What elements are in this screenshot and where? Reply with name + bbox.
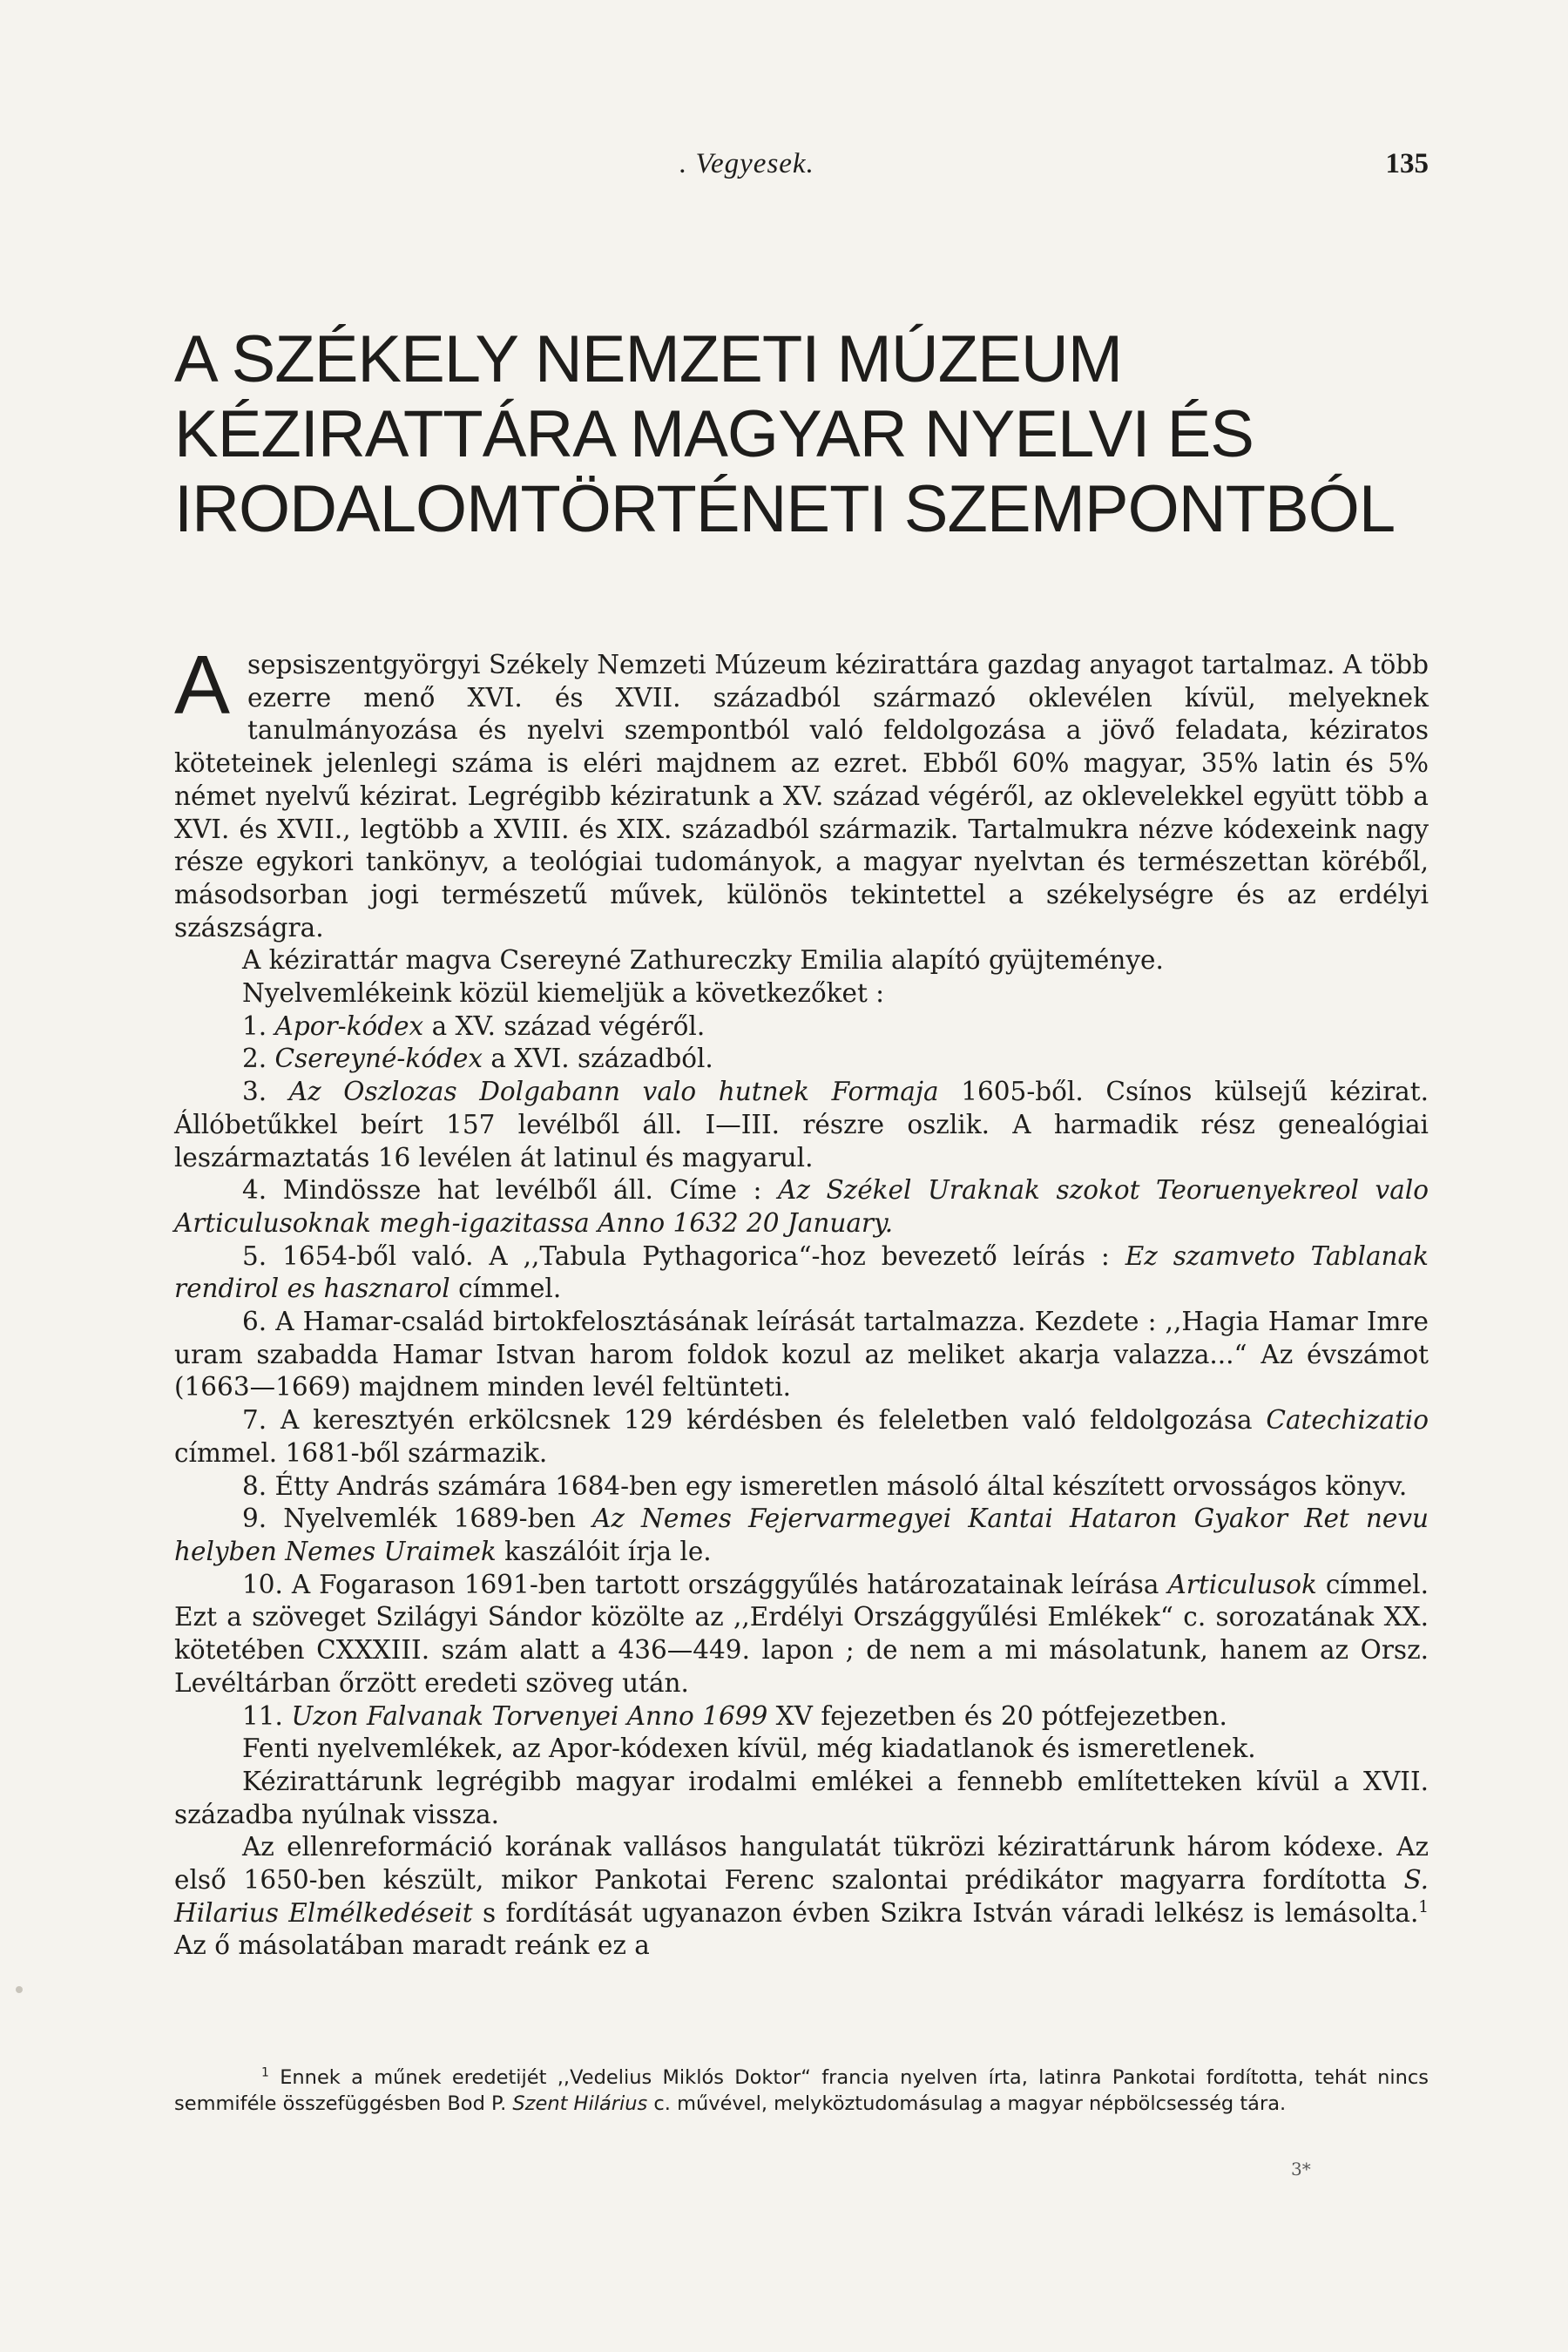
- page-header: [174, 148, 1429, 183]
- intro-text: sepsiszentgyörgyi Székely Nemzeti Múzeum kézirattára gazdag anyagot tartalmaz. A több ezerre menő XVI. és XVII. századból származó oklevélen kívül, melyeknek tanulmányozása és nyelvi szempontból való feldolgozása a jövő feladata, kéziratos köteteinek jelenlegi száma is eléri majdnem az ezret. Ebből 60% magyar, 35% latin és 5% német nyelvű kézirat. Legrégibb kéziratunk a XV. század végéről, az oklevelekkel együtt több a XVI. és XVII., legtöbb a XVIII. és XIX. századból származik. Tartalmukra nézve kódexeink nagy része egykori tankönyv, a teológiai tudományok, a magyar nyelvtan és természettan köréből, másodsorban jogi természetű művek, különös tekintettel a székelységre és az erdélyi szászságra.: [174, 650, 1429, 943]
- title-line-2: KÉZIRATTÁRA MAGYAR NYELVI ÉS: [174, 397, 1254, 471]
- counter-reformation-paragraph: Az ellenreformáció korának vallásos hangulatát tükrözi kézirattárunk három kódexe. Az első 1650-ben készült, mikor Pankotai Ferenc szalontai prédikátor magyarra fordította S. Hilarius Elmélkedéseit s fordítását ugyanazon évben Szikra István váradi lelkész is lemásolta.$^1$ Az ő másolatában maradt reánk ez a: [174, 1832, 1429, 1961]
- list-intro-paragraph: Nyelvemlékeink közül kiemeljük a következőket :: [242, 978, 885, 1009]
- unpublished-paragraph: Fenti nyelvemlékek, az Apor-kódexen kívül, még kiadatlanok és ismeretlenek.: [242, 1734, 1256, 1764]
- running-title: . Vegyesek.: [679, 148, 814, 179]
- footnote: $^1$ Ennek a műnek eredetijét ,,Vedelius Miklós Doktor“ francia nyelven írta, latinra Pankotai fordította, tehát nincs semmiféle összefüggésben Bod P. Szent Hilárius c. művével, melyköztudomásulag a magyar népbölcsesség tára.: [174, 2065, 1429, 2115]
- list-item: 8. Étty András számára 1684-ben egy ismeretlen másoló által készített orvosságos könyv.: [242, 1470, 1408, 1501]
- article-body: [174, 639, 1429, 1963]
- manuscript-list: [174, 1010, 1429, 1733]
- page-number: 135: [1385, 148, 1429, 179]
- drop-cap: A: [174, 639, 231, 732]
- list-item: 3. Az Oszlozas Dolgabann valo hutnek Formaja 1605-ből. Csínos külsejű kézirat. Állóbetűkkel beírt 157 levélből áll. I—III. részre oszlik. A harmadik rész genealógiai leszármaztatás 16 levélen át latinul és magyarul.: [174, 1077, 1429, 1173]
- footnote-title: Szent Hilárius: [512, 2092, 648, 2115]
- signature-mark: 3*: [1291, 2159, 1311, 2180]
- list-item: 6. A Hamar-család birtokfelosztásának leírását tartalmazza. Kezdete : ,,Hagia Hamar Imre uram szabadda Hamar Istvan harom foldok kozul az meliket akarja valazza...“ Az évszámot (1663—1669) majdnem minden levél feltünteti.: [174, 1307, 1429, 1402]
- intro-paragraph: [174, 639, 1429, 944]
- list-item: 1. Apor-kódex a XV. század végéről.: [242, 1010, 706, 1041]
- item-title: Az Oszlozas Dolgabann valo hutnek Formaja: [288, 1077, 939, 1107]
- list-item: 10. A Fogarason 1691-ben tartott országgyűlés határozatainak leírása Articulusok címmel. Ezt a szöveget Szilágyi Sándor közölte az ,,Erdélyi Országgyűlési Emlékek“ c. sorozatának XX. kötetében CXXXIII. szám alatt a 436—449. lapon ; de nem a mi másolatunk, hanem az Orsz. Levéltárban őrzött eredeti szöveg után.: [174, 1569, 1429, 1698]
- list-item: 9. Nyelvemlék 1689-ben Az Nemes Fejervarmegyei Kantai Hataron Gyakor Ret nevu helyben Nemes Uraimek kaszálóit írja le.: [174, 1504, 1429, 1566]
- item-title: Uzon Falvanak Torvenyei Anno 1699: [291, 1700, 768, 1731]
- list-item: 11. Uzon Falvanak Torvenyei Anno 1699 XV fejezetben és 20 pótfejezetben.: [242, 1700, 1227, 1731]
- collection-paragraph: A kézirattár magva Csereyné Zathureczky Emilia alapító gyüjteménye.: [242, 945, 1164, 976]
- title-line-1: A SZÉKELY NEMZETI MÚZEUM: [174, 322, 1123, 396]
- item-title: Csereyné-kódex: [274, 1044, 483, 1074]
- oldest-paragraph: Kézirattárunk legrégibb magyar irodalmi emlékei a fennebb említetteken kívül a XVII. századba nyúlnak vissza.: [174, 1766, 1429, 1829]
- edge-dot: [16, 1986, 23, 1993]
- item-title: Apor-kódex: [274, 1010, 424, 1041]
- list-item: 5. 1654-ből való. A ,,Tabula Pythagorica“-hoz bevezető leírás : Ez szamveto Tablanak rendirol es hasznarol címmel.: [174, 1240, 1429, 1304]
- title-line-3: IRODALOMTÖRTÉNETI SZEMPONTBÓL: [174, 472, 1396, 546]
- list-item: 7. A keresztyén erkölcsnek 129 kérdésben és feleletben való feldolgozása Catechizatio címmel. 1681-ből származik.: [174, 1405, 1429, 1468]
- list-item: 4. Mindössze hat levélből áll. Címe : Az Székel Uraknak szokot Teoruenyekreol valo Articulusoknak megh-igazitassa Anno 1632 20 January.: [174, 1175, 1429, 1238]
- list-item: 2. Csereyné-kódex a XVI. századból.: [242, 1044, 713, 1074]
- footnote-mark: 1: [261, 2065, 269, 2080]
- item-title: Az Székel Uraknak szokot Teoruenyekreol valo Articulusoknak megh-igazitassa Anno 1632 20 January.: [174, 1175, 1429, 1238]
- work-title: S. Hilarius Elmélkedéseit: [174, 1865, 1429, 1928]
- item-title: Articulusok: [1167, 1569, 1317, 1599]
- article-title: [174, 322, 1429, 547]
- item-title: Ez szamveto Tablanak rendirol es hasznarol: [174, 1240, 1429, 1304]
- item-title: Catechizatio: [1266, 1405, 1429, 1436]
- item-title: Az Nemes Fejervarmegyei Kantai Hataron Gyakor Ret nevu helyben Nemes Uraimek: [174, 1504, 1429, 1566]
- footnote-ref: 1: [1418, 1897, 1429, 1916]
- footnotes: [174, 2065, 1429, 2117]
